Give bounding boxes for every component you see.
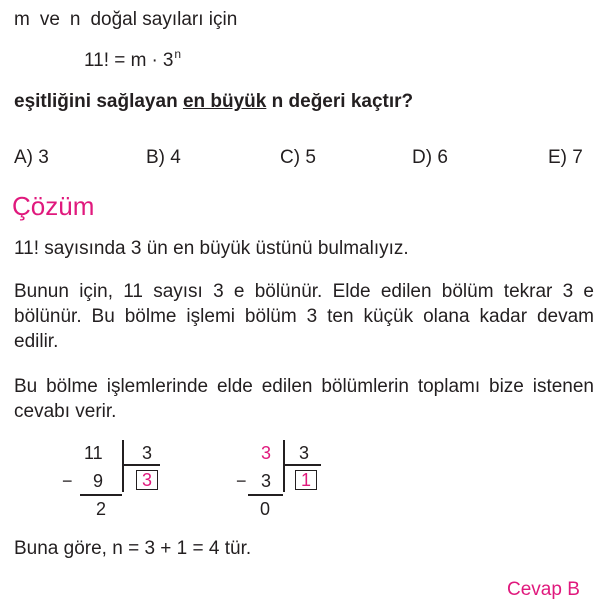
equation-lhs: 11! = m xyxy=(84,50,147,71)
question-prompt xyxy=(14,90,413,114)
answer-label: Cevap B xyxy=(507,579,580,600)
division-2-subtract: 3 xyxy=(261,471,272,491)
division-2-divisor-rule xyxy=(283,464,321,466)
solution-paragraph-1: 11! sayısında 3 ün en büyük üstünü bulmalıyız. xyxy=(14,238,409,259)
division-1-remainder: 2 xyxy=(96,499,107,519)
division-1-minus: − xyxy=(62,471,73,491)
option-d: D) 6 xyxy=(412,147,448,168)
option-a: A) 3 xyxy=(14,147,49,168)
division-2-divisor: 3 xyxy=(299,443,310,463)
var-n: n xyxy=(69,9,81,30)
equation-exponent: n xyxy=(174,47,182,61)
prompt-before: eşitliğini sağlayan xyxy=(14,91,183,112)
division-2-subtraction-rule xyxy=(248,494,283,496)
conj-ve: ve xyxy=(39,9,60,30)
option-e: E) 7 xyxy=(548,147,583,168)
prompt-after: n değeri kaçtır? xyxy=(266,91,414,112)
division-2-quotient: 1 xyxy=(295,470,317,490)
division-2-minus: − xyxy=(236,471,247,491)
division-1-divisor: 3 xyxy=(142,443,153,463)
division-1-vertical-rule xyxy=(122,440,124,492)
division-1-subtract: 9 xyxy=(93,471,104,491)
division-1-quotient: 3 xyxy=(136,470,158,490)
division-1-subtraction-rule xyxy=(80,494,122,496)
solution-heading: Çözüm xyxy=(12,191,95,221)
cdot: · xyxy=(151,50,158,71)
equation xyxy=(84,49,181,74)
intro-rest: doğal sayıları için xyxy=(90,9,238,30)
division-2-vertical-rule xyxy=(283,440,285,492)
equation-base: 3 xyxy=(162,50,174,71)
division-1-dividend: 11 xyxy=(84,443,103,463)
option-b: B) 4 xyxy=(146,147,181,168)
division-1-divisor-rule xyxy=(122,464,160,466)
solution-paragraph-3: Bu bölme işlemlerinde elde edilen bölümlerin toplamı bize istenen cevabı verir. xyxy=(14,376,594,422)
option-c: C) 5 xyxy=(280,147,316,168)
solution-conclusion: Buna göre, n = 3 + 1 = 4 tür. xyxy=(14,538,252,559)
solution-paragraph-2: Bunun için, 11 sayısı 3 e bölünür. Elde edilen bölüm tekrar 3 e bölünür. Bu bölme işlemi bölüm 3 ten küçük olana kadar devam edilir. xyxy=(14,281,594,352)
var-m: m xyxy=(14,9,30,30)
question-intro xyxy=(14,8,237,32)
division-2-remainder: 0 xyxy=(260,499,271,519)
division-2-dividend: 3 xyxy=(261,443,272,463)
prompt-underlined: en büyük xyxy=(182,91,267,112)
